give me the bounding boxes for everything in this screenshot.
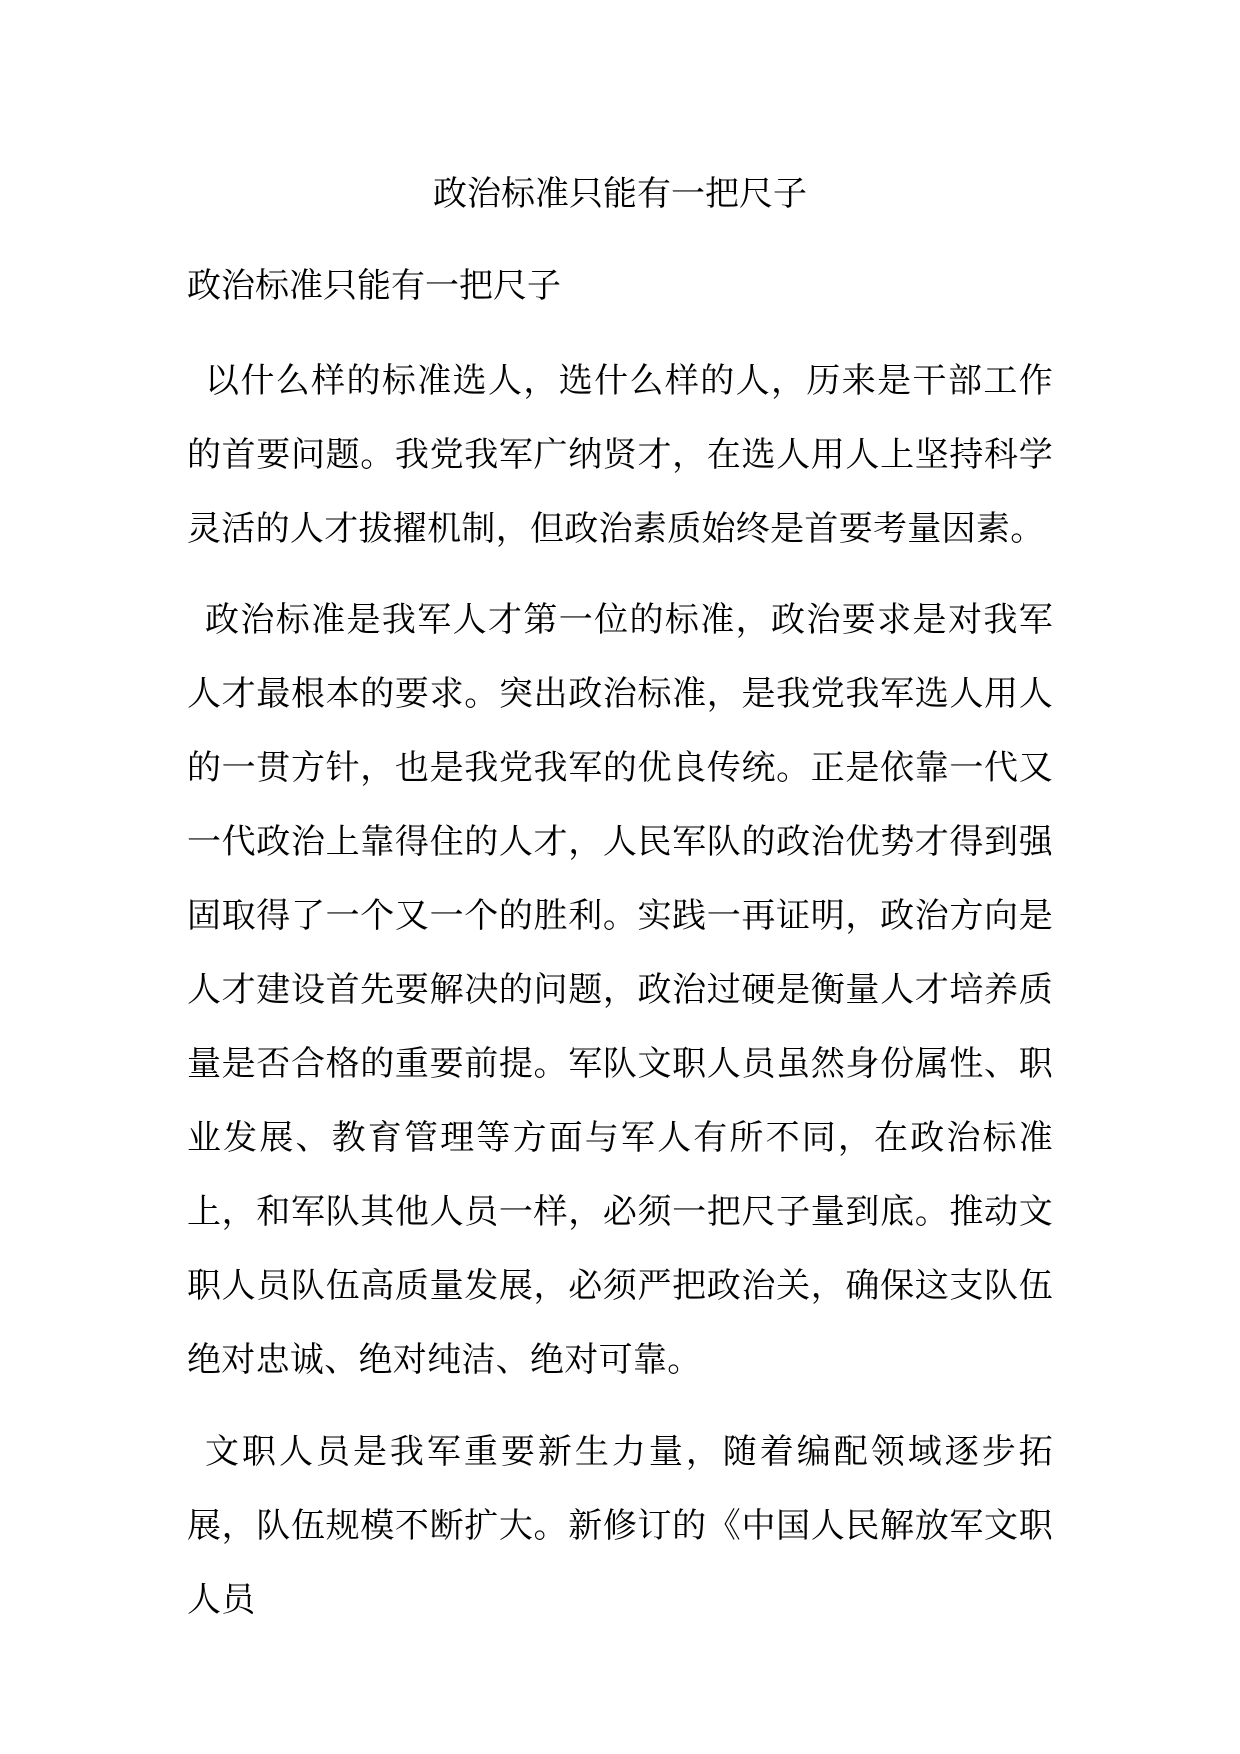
document-title: 政治标准只能有一把尺子 xyxy=(433,174,807,214)
paragraph-1: 以什么样的标准选人，选什么样的人，历来是干部工作的首要问题。我党我军广纳贤才，在选人用人上坚持科学灵活的人才拔擢机制，但政治素质始终是首要考量因素。 xyxy=(187,361,1053,549)
document-subtitle: 政治标准只能有一把尺子 xyxy=(187,266,561,306)
paragraph-2: 政治标准是我军人才第一位的标准，政治要求是对我军人才最根本的要求。突出政治标准，是我党我军选人用人的一贯方针，也是我党我军的优良传统。正是依靠一代又一代政治上靠得住的人才，人民军队的政治优势才得到强固取得了一个又一个的胜利。实践一再证明，政治方向是人才建设首先要解决的问题，政治过硬是衡量人才培养质量是否合格的重要前提。军队文职人员虽然身份属性、职业发展、教育管理等方面与军人有所不同，在政治标准上，和军队其他人员一样，必须一把尺子量到底。推动文职人员队伍高质量发展，必须严把政治关，确保这支队伍绝对忠诚、绝对纯洁、绝对可靠。 xyxy=(187,600,1053,1380)
paragraph-3: 文职人员是我军重要新生力量，随着编配领域逐步拓展，队伍规模不断扩大。新修订的《中国人民解放军文职人员 xyxy=(187,1432,1053,1620)
